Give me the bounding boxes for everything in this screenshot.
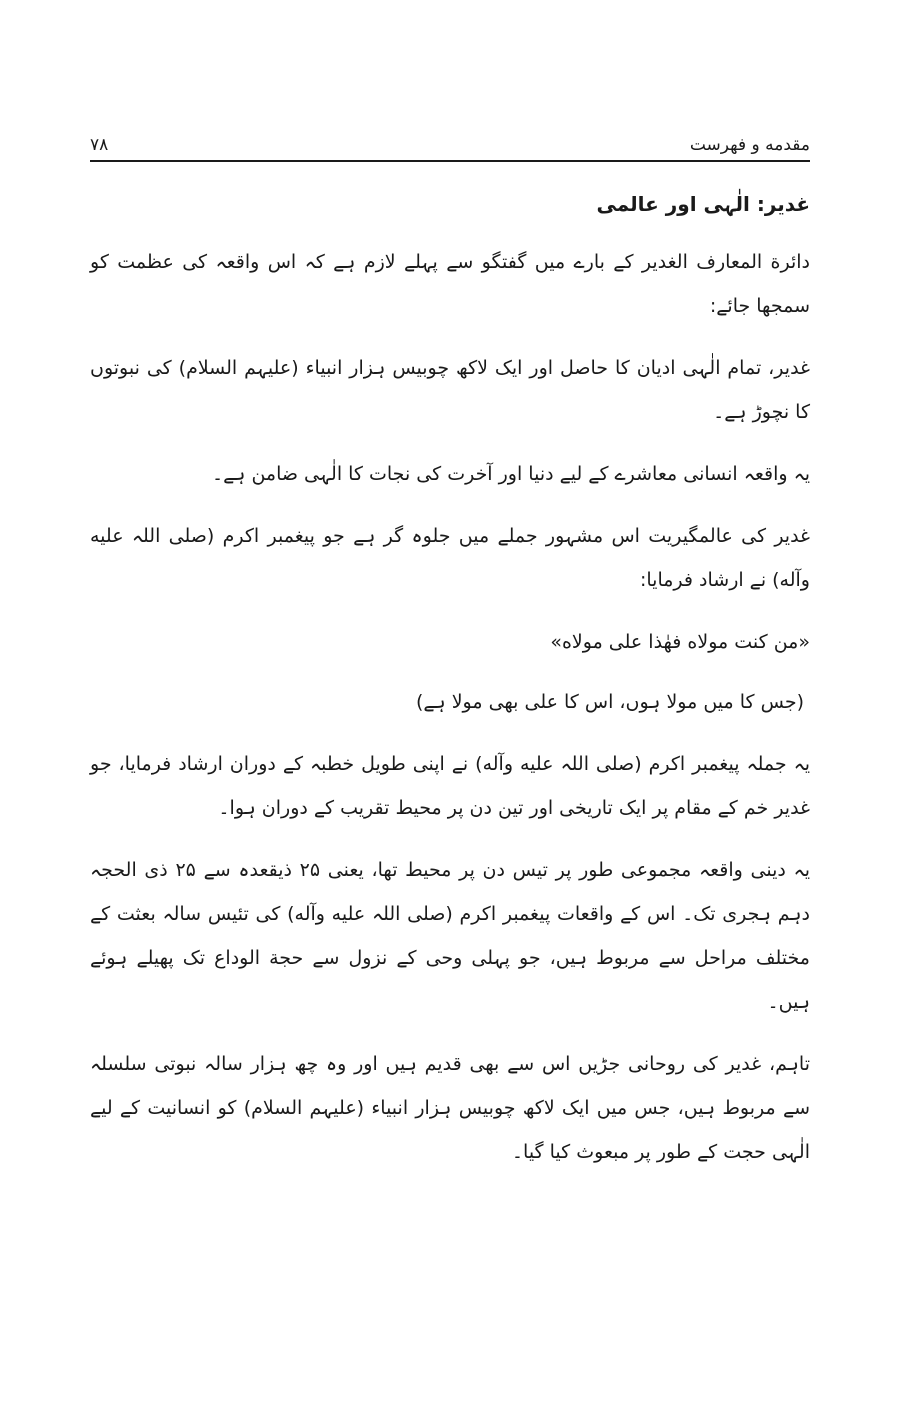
paragraph-roots: تاہم، غدیر کی روحانی جڑیں اس سے بھی قدیم ہیں اور وہ چھ ہزار سالہ نبوتی سلسلہ سے مربوط ہیں، جس میں ایک لاکھ چوبیس ہزار انبیاء (علیہم السلام) کو انسانیت کے لیے الٰہی حجت کے طور پر مبعوث کیا گیا۔ [90, 1053, 810, 1163]
paragraph-guarantee: یہ واقعہ انسانی معاشرے کے لیے دنیا اور آخرت کی نجات کا الٰہی ضامن ہے۔ [212, 463, 810, 485]
book-page [90, 128, 810, 1192]
paragraph-sermon: یہ جملہ پیغمبر اکرم (صلی اللہ علیه وآله) نے اپنی طویل خطبہ کے دوران ارشاد فرمایا، جو غدیر خم کے مقام پر ایک تاریخی اور تین دن پر محیط تقریب کے دوران ہوا۔ [90, 753, 810, 819]
paragraph-universality: غدیر کی عالمگیریت اس مشہور جملے میں جلوہ گر ہے جو پیغمبر اکرم (صلی اللہ علیه وآله) نے ارشاد فرمایا: [90, 525, 810, 591]
section-heading: غدیر: الٰہی اور عالمی [596, 192, 810, 216]
hadith-quote: «من کنت مولاه فهٰذا علی مولاه» [550, 631, 810, 653]
hadith-translation: (جس کا میں مولا ہوں، اس کا علی بھی مولا ہے) [415, 691, 804, 713]
page-content [90, 188, 810, 1174]
page-number: ۷۸ [90, 135, 109, 156]
paragraph-essence: غدیر، تمام الٰہی ادیان کا حاصل اور ایک لاکھ چوبیس ہزار انبیاء (علیہم السلام) کی نبوتوں کا نچوڑ ہے۔ [90, 357, 810, 423]
running-header [90, 128, 810, 162]
running-title: مقدمه و فهرست [689, 135, 810, 156]
paragraph-intro: دائرة المعارف الغدیر کے بارے میں گفتگو سے پہلے لازم ہے کہ اس واقعہ کی عظمت کو سمجھا جائے: [90, 251, 810, 317]
paragraph-duration: یہ دینی واقعہ مجموعی طور پر تیس دن پر محیط تھا، یعنی ۲۵ ذیقعدہ سے ۲۵ ذی الحجہ دہم ہجری تک۔ اس کے واقعات پیغمبر اکرم (صلی اللہ علیه وآله) کی تئیس سالہ بعثت کے مختلف مراحل سے مربوط ہیں، جو پہلی وحی کے نزول سے حجة الوداع تک پھیلے ہوئے ہیں۔ [90, 859, 810, 1013]
